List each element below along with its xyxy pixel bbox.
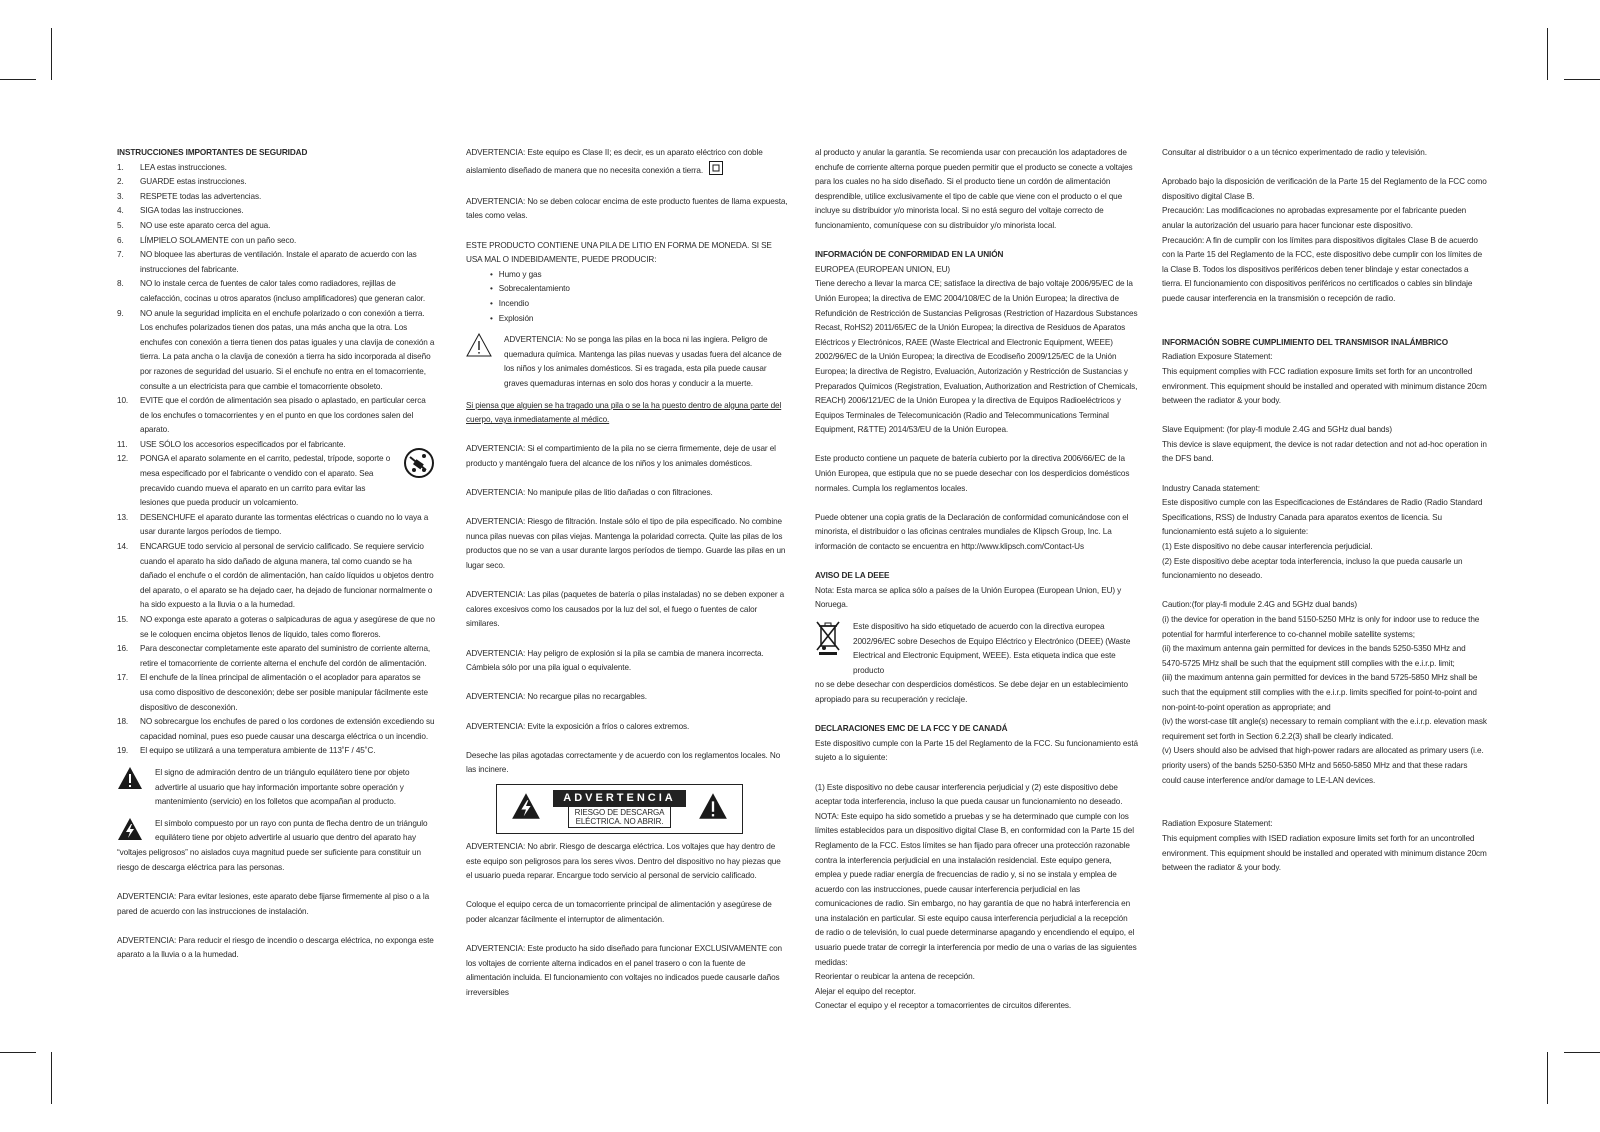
safety-item (117, 394, 435, 438)
safety-item-text: DESENCHUFE el aparato durante las tormentas eléctricas o cuando no lo vaya a usar durante largos períodos de tiempo. (140, 512, 429, 537)
safety-item-text: GUARDE estas instrucciones. (140, 177, 247, 187)
weee-note: Nota: Esta marca se aplica sólo a países de la Unión Europea (European Union, EU) y Noruega. (815, 585, 1122, 610)
caution-i: (i) the device for operation in the band 5150-5250 MHz is only for indoor use to reduce the potential for harmful interference to co-channel mobile satellite systems; (1162, 615, 1480, 639)
column-compliance (815, 146, 1138, 1014)
lightning-symbol-text-cont: “voltajes peligrosos” no aislados cuya magnitud puede ser suficiente para constituir un riesgo de descarga eléctrica para las personas. (117, 848, 421, 872)
safety-item (117, 744, 435, 759)
safety-item-text: EVITE que el cordón de alimentación sea pisado o aplastado, en particular cerca de los enchufes o tomacorrientes y en el punto en que los cordones salen del aparato. (140, 396, 426, 435)
industry-canada-1: (1) Este dispositivo no debe causar interferencia perjudicial. (1162, 542, 1373, 552)
industry-canada-2: (2) Este dispositivo debe aceptar toda interferencia, incluso la que pueda causarle un funcionamiento no deseado. (1162, 556, 1463, 581)
caution-triangle-icon (466, 333, 504, 363)
crop-mark (0, 79, 36, 80)
safety-item (117, 277, 435, 306)
coin-battery-hazards (466, 268, 788, 326)
lightning-symbol-note (117, 817, 435, 847)
column-warnings (466, 146, 788, 1000)
compartment-warning: ADVERTENCIA: Si el compartimiento de la pila no se cierra firmemente, deje de usar el producto y manténgalo fuera del alcance de los niños y los animales domésticos. (466, 444, 776, 468)
safety-item (117, 511, 435, 540)
class2-warning-text: ADVERTENCIA: Este equipo es Clase II; es decir, es un aparato eléctrico con doble aislamiento diseñado de manera que no necesita conexión a tierra. (466, 148, 763, 175)
caution-v: (v) Users should also be advised that high-power radars are allocated as primary users (i.e. priority users) of the bands 5250-5350 MHz and 5650-5850 MHz and that these radars could cause interference and/or damage to LE-LAN devices. (1162, 746, 1484, 785)
fcc-measure-3: Conectar el equipo y el receptor a tomacorrientes de circuitos diferentes. (815, 1001, 1072, 1011)
safety-item-text: NO lo instale cerca de fuentes de calor tales como radiadores, rejillas de calefacción, cocinas u otros aparatos (incluso amplificadores) que generan calor. (140, 279, 425, 303)
safety-item (117, 161, 435, 176)
lightning-triangle-icon (511, 792, 541, 826)
fcc-approved: Aprobado bajo la disposición de verificación de la Parte 15 del Reglamento de la FCC como dispositivo digital Clase B. (1162, 177, 1487, 201)
safety-item-number: 15. (117, 615, 129, 624)
safety-item-number: 16. (117, 644, 129, 654)
class2-warning (466, 146, 788, 180)
safety-item-text: El equipo se utilizará a una temperatura ambiente de 113˚F / 45˚C. (140, 746, 376, 756)
safety-item (117, 613, 435, 642)
fcc-intro: Este dispositivo cumple con la Parte 15 del Reglamento de la FCC. Su funcionamiento está sujeto a lo siguiente: (815, 738, 1138, 763)
consult-dealer: Consultar al distribuidor o a un técnico experimentado de radio y televisión. (1162, 148, 1427, 157)
hazard-item: • Humo y gas (490, 268, 788, 283)
safety-item-text: NO anule la seguridad implícita en el enchufe polarizado o con conexión a tierra. Los enchufes polarizados tienen dos patas, una más ancha que la otra. Los enchufes con conexión a tierra tienen dos patas iguales y una clavija de conexión a tierra. La pata ancha o la clavija de conexión a tierra ha sido incorporada al diseño por razones de seguridad del usuario. Si el enchufe no entra en el tomacorriente, consulte a un electricista para que cambie el tomacorriente obsoleto. (140, 308, 435, 391)
crop-mark (1547, 1052, 1548, 1104)
warning-floor-mount: ADVERTENCIA: Para evitar lesiones, este aparato debe fijarse firmemente al piso o a la pared de acuerdo con las instrucciones de instalación. (117, 892, 430, 916)
ingestion-warning-text: ADVERTENCIA: No se ponga las pilas en la boca ni las ingiera. Peligro de quemadura química. Mantenga las pilas nuevas y usadas fuera del alcance de los niños y los animales domésticos. Si es tragada, esta pila puede causar graves quemaduras internas en solo dos horas y conducir a la muerte. (504, 335, 782, 388)
safety-item (117, 671, 435, 715)
column-safety (117, 146, 435, 963)
outlet-placement: Coloque el equipo cerca de un tomacorriente principal de alimentación y asegúrese de poder alcanzar fácilmente el interruptor de alimentación. (466, 900, 772, 924)
safety-item (117, 438, 435, 453)
declaration-of-conformity: Puede obtener una copia gratis de la Declaración de conformidad comunicándose con el minorista, el distribuidor o las oficinas centrales mundiales de Klipsch Group, Inc. La información de contacto se encuentra en http://www.klipsch.com/Contact-Us (815, 512, 1129, 552)
warning-fire-moisture: ADVERTENCIA: Para reducir el riesgo de incendio o descarga eléctrica, no exponga este aparato a la lluvia o a la humedad. (117, 935, 434, 960)
exclamation-triangle-icon (698, 792, 728, 826)
slave-equipment-text: This device is slave equipment, the device is not radar detection and not ad-hoc operation in the DFS band. (1162, 439, 1487, 464)
radiation-title-ised: Radiation Exposure Statement: (1162, 819, 1273, 829)
shock-label-line1: RIESGO DE DESCARGA (574, 807, 665, 817)
dispose-batteries: Deseche las pilas agotadas correctamente y de acuerdo con los reglamentos locales. No las incinere. (466, 750, 781, 775)
safety-item-number: 8. (117, 279, 124, 289)
extreme-temp-warning: ADVERTENCIA: Evite la exposición a fríos o calores extremos. (466, 721, 690, 731)
ingestion-warning (466, 333, 788, 391)
caution-iv: (iv) the worst-case tilt angle(s) necessary to remain compliant with the e.i.r.p. elevation mask requirement set forth in Section 6.2.2(3) shall be clearly indicated. (1162, 717, 1487, 741)
safety-item-text: NO exponga este aparato a goteras o salpicaduras de agua y asegúrese de que no se le coloquen encima objetos llenos de líquido, tales como floreros. (140, 615, 435, 639)
lightning-triangle-icon (117, 817, 155, 847)
industry-canada-text: Este dispositivo cumple con las Especificaciones de Estándares de Radio (Radio Standard Specifications, RSS) de Industry Canada para aparatos exentos de licencia. Su funcionamiento está sujeto a lo siguiente: (1162, 498, 1483, 537)
shock-label-subtitle (568, 807, 672, 828)
safety-item (117, 248, 435, 277)
safety-item-number: 13. (117, 512, 129, 522)
safety-item (117, 642, 435, 671)
safety-item-number: 14. (117, 542, 129, 552)
shock-label-title: ADVERTENCIA (553, 790, 685, 807)
safety-item (117, 219, 435, 234)
crop-mark (1547, 28, 1548, 80)
leakage-warning: ADVERTENCIA: Riesgo de filtración. Instale sólo el tipo de pila especificado. No combine nunca pilas nuevas con pilas viejas. Mantenga la polaridad correcta. Quite las pilas de los productos que no se van a usar durante largos períodos de tiempo. Guarde las pilas en un lugar seco. (466, 517, 786, 571)
eu-subheading: EUROPEA (EUROPEAN UNION, EU) (815, 264, 951, 274)
safety-item (117, 190, 435, 205)
eu-directives: Tiene derecho a llevar la marca CE; satisface la directiva de bajo voltaje 2006/95/EC de la Unión Europea; la directiva de EMC 2004/108/EC de la Unión Europea; la directiva de Refundición de Restricción de Sustancias Peligrosas (Restriction of Hazardous Substances Recast, RoHS2) 2011/65/EC de la Unión Europea; la directiva de Residuos de Aparatos Eléctricos y Electrónicos, RAEE (Waste Electrical and Electronic Equipment, WEEE) 2002/96/EC de la Unión Europea; la directiva de Ecodiseño 2009/125/EC de la Unión Europea; la directiva de Registro, Evaluación, Autorización y Restricción de Sustancias y Preparados Químicos (Registration, Evaluation, Authorization and Restriction of Chemicals, REACH) 2006/121/EC de la Unión Europea y la directiva de Equipos Radioeléctricos y Equipos Terminales de Telecomunicación (Radio and Telecommunications Terminal Equipment, R&TTE) 2014/53/EU de la Unión Europea. (815, 279, 1138, 435)
fcc-measure-1: Reorientar o reubicar la antena de recepción. (815, 972, 975, 982)
safety-item-number: 17. (117, 673, 129, 683)
voltage-warning-cont: al producto y anular la garantía. Se recomienda usar con precaución los adaptadores de enchufe de corriente alterna porque pueden permitir que el producto se conecte a voltajes para los cuales no ha sido diseñado. Si el producto tiene un cordón de alimentación desprendible, utilice exclusivamente el tipo de cable que viene con el producto o el que incluye su distribuidor y/o minorista local. Si no está seguro del voltaje correcto de funcionamiento, comuníquese con su distribuidor y/o minorista local. (815, 148, 1133, 230)
safety-heading: INSTRUCCIONES IMPORTANTES DE SEGURIDAD (117, 148, 308, 157)
hazard-item: • Sobrecalentamiento (490, 282, 788, 297)
safety-item-number: 3. (117, 191, 124, 201)
damaged-battery-warning: ADVERTENCIA: No manipule pilas de litio dañadas o con filtraciones. (466, 488, 713, 498)
weee-heading: AVISO DE LA DEEE (815, 571, 890, 581)
safety-item-text: RESPETE todas las advertencias. (140, 191, 262, 201)
crop-mark (1564, 1052, 1600, 1053)
explosion-warning: ADVERTENCIA: Hay peligro de explosión si la pila se cambia de manera incorrecta. Cámbiela sólo por una pila igual o equivalente. (466, 648, 764, 673)
safety-item-number: 2. (117, 177, 124, 187)
safety-item-number: 5. (117, 220, 124, 230)
crossed-bin-icon (815, 620, 853, 678)
caution-ii: (ii) the maximum antenna gain permitted for devices in the bands 5250-5350 MHz and 5470-5725 MHz shall be such that the equipment still complies with the e.i.r.p. limit; (1162, 644, 1466, 668)
slave-equipment-title: Slave Equipment: (for play-fi module 2.4G and 5GHz dual bands) (1162, 425, 1392, 435)
safety-item-text: NO use este aparato cerca del agua. (140, 220, 271, 230)
crop-mark (0, 1052, 36, 1053)
shock-label-line2: ELÉCTRICA. NO ABRIR. (575, 816, 664, 826)
radiation-title-fcc: Radiation Exposure Statement: (1162, 352, 1273, 362)
safety-item-text: NO sobrecargue los enchufes de pared o los cordones de extensión excediendo su capacidad nominal, pues eso puede causar una descarga eléctrica o un incendio. (140, 717, 435, 741)
eu-heading: INFORMACIÓN DE CONFORMIDAD EN LA UNIÓN (815, 250, 1004, 260)
fcc-conditions: (1) Este dispositivo no debe causar interferencia perjudicial y (2) este dispositivo debe aceptar toda interferencia, incluso la que pueda causar un funcionamiento no deseado. (815, 782, 1123, 807)
weee-text-cont: no se debe desechar con desperdicios domésticos. Se debe dejar en un establecimiento apropiado para su recuperación y reciclaje. (815, 680, 1128, 704)
safety-item-text: USE SÓLO los accesorios especificados por el fabricante. (140, 439, 346, 449)
safety-item-text: ENCARGUE todo servicio al personal de servicio calificado. Se requiere servicio cuando el aparato ha sido dañado de alguna manera, tal como cuando se ha dañado el enchufe o el cordón de alimentación, han caído líquidos u objetos dentro del aparato, o el aparato se ha dejado caer, ha dejado de funcionar normalmente o ha sido expuesto a la lluvia o a la humedad. (140, 542, 434, 610)
weee-notice (815, 620, 1138, 678)
safety-item-number: 10. (117, 396, 129, 406)
safety-item (117, 175, 435, 190)
precaution-modifications: Precaución: Las modificaciones no aprobadas expresamente por el fabricante pueden anular la autorización del usuario para hacer funcionar este dispositivo. (1162, 206, 1467, 230)
safety-item-text: LÍMPIELO SOLAMENTE con un paño seco. (140, 235, 297, 245)
safety-item-number: 1. (117, 162, 124, 172)
industry-canada-title: Industry Canada statement: (1162, 483, 1260, 493)
crop-mark (51, 1052, 52, 1104)
nonrecharge-warning: ADVERTENCIA: No recargue pilas no recargables. (466, 692, 647, 702)
voltage-warning: ADVERTENCIA: Este producto ha sido diseñado para funcionar EXCLUSIVAMENTE con los voltajes de corriente alterna indicados en el panel trasero o con la fuente de alimentación incluida. El funcionamiento con voltajes no indicados puede causarle daños irreversibles (466, 944, 783, 997)
battery-pack-directive: Este producto contiene un paquete de batería cubierto por la directiva 2006/66/EC de la Unión Europea, que estipula que no se puede desechar con los desperdicios domésticos normales. Cumpla los reglamentos locales. (815, 454, 1130, 493)
safety-item-number: 6. (117, 235, 124, 245)
radiation-text-ised: This equipment complies with ISED radiation exposure limits set forth for an uncontrolled environment. This equipment should be installed and operated with minimum distance 20cm between the radiator & your body. (1162, 833, 1487, 873)
safety-item (117, 452, 435, 510)
safety-item-number: 19. (117, 746, 129, 756)
coin-battery-warning: ESTE PRODUCTO CONTIENE UNA PILA DE LITIO EN FORMA DE MONEDA. SI SE USA MAL O INDEBIDAMENTE, PUEDE PRODUCIR: (466, 240, 772, 265)
safety-item-text: El enchufe de la línea principal de alimentación o el acoplador para aparatos se usa como dispositivo de desconexión; debe ser posible manipular fácilmente este dispositivo de desconexión. (140, 673, 428, 712)
hazard-item: • Incendio (490, 297, 788, 312)
safety-item-text: SIGA todas las instrucciones. (140, 206, 244, 216)
shock-warning-label (496, 784, 743, 834)
exclamation-symbol-note (117, 766, 435, 810)
safety-item-number: 12. (117, 454, 129, 464)
safety-item (117, 715, 435, 744)
safety-item-text: LEA estas instrucciones. (140, 162, 227, 172)
fcc-heading: DECLARACIONES EMC DE LA FCC Y DE CANADÁ (815, 724, 1008, 734)
lightning-symbol-text: El símbolo compuesto por un rayo con punta de flecha dentro de un triángulo equilátero tiene por objeto advertirle al usuario que dentro del aparato hay (155, 818, 428, 843)
safety-item-text: NO bloquee las aberturas de ventilación. Instale el aparato de acuerdo con las instrucciones del fabricante. (140, 250, 417, 274)
safety-item-number: 9. (117, 308, 124, 318)
safety-item-number: 7. (117, 250, 124, 260)
fcc-measure-2: Alejar el equipo del receptor. (815, 986, 916, 996)
fcc-note: NOTA: Este equipo ha sido sometido a pruebas y se ha determinado que cumple con los límites establecidos para un dispositivo digital Clase B, en conformidad con la Parte 15 del Reglamento de la FCC. Estos límites se han fijado para ofrecer una protección razonable contra la interferencia perjudicial en una instalación residencial. Este equipo genera, emplea y puede radiar energía de frecuencias de radio y, si no se instala y emplea de acuerdo con las instrucciones, puede causar interferencia perjudicial en las comunicaciones de radio. Sin embargo, no hay garantía de que no habrá interferencia en una instalación en particular. Si este equipo causa interferencia perjudicial a la recepción de radio o de televisión, lo cual puede determinarse apagando y encendiendo el equipo, el usuario puede tratar de corregir la interferencia por medio de una o varias de las siguientes medidas: (815, 811, 1137, 967)
safety-item (117, 234, 435, 249)
swallow-warning: Si piensa que alguien se ha tragado una pila o se la ha puesto dentro de alguna parte del cuerpo, vaya inmediatamente al médico. (466, 400, 782, 425)
safety-item (117, 204, 435, 219)
safety-list (117, 161, 435, 759)
safety-item-text: Para desconectar completamente este aparato del suministro de corriente alterna, retire el tomacorriente de corriente alterna el enchufe del cordón de alimentación. (140, 644, 431, 668)
heat-warning: ADVERTENCIA: Las pilas (paquetes de batería o pilas instaladas) no se deben exponer a calores excesivos como los causados por la luz del sol, el fuego o fuentes de calor similares. (466, 590, 785, 629)
safety-item-number: 11. (117, 439, 128, 449)
safety-item-number: 18. (117, 717, 129, 727)
hazard-item: • Explosión (490, 312, 788, 327)
safety-item-text: PONGA el aparato solamente en el carrito, pedestal, trípode, soporte o mesa especificado por el fabricante o vendido con el aparato. Sea precavido cuando mueva el aparato en un carrito para evitar las lesiones que pueda producir un volcamiento. (140, 454, 391, 508)
exclamation-triangle-icon (117, 766, 155, 796)
cart-tipover-icon (404, 448, 434, 483)
double-square-icon (709, 161, 723, 181)
wireless-heading: INFORMACIÓN SOBRE CUMPLIMIENTO DEL TRANSMISOR INALÁMBRICO (1162, 337, 1449, 347)
precaution-class-b: Precaución: A fin de cumplir con los límites para dispositivos digitales Clase B de acuerdo con la Parte 15 del Reglamento de la FCC, este dispositivo debe cumplir con los límites de la Clase B. Todos los dispositivos periféricos deben tener blindaje y estar conectados a tierra. El funcionamiento con dispositivos periféricos no certificados o cables sin blindaje puede causar interferencia en la transmisión o recepción de radio. (1162, 235, 1483, 303)
flames-warning: ADVERTENCIA: No se deben colocar encima de este producto fuentes de llama expuesta, tales como velas. (466, 196, 788, 221)
weee-text: Este dispositivo ha sido etiquetado de acuerdo con la directiva europea 2002/96/EC sobre Desechos de Equipo Eléctrico y Electrónico (DEEE) (Waste Electrical and Electronic Equipment, WEEE). Esta etiqueta indica que este producto (853, 622, 1131, 675)
safety-item (117, 540, 435, 613)
crop-mark (1564, 79, 1600, 80)
do-not-open-warning: ADVERTENCIA: No abrir. Riesgo de descarga eléctrica. Los voltajes que hay dentro de este equipo son peligrosos para los seres vivos. Dentro del dispositivo no hay piezas que el usuario pueda reparar. Encargue todo servicio al personal de servicio calificado. (466, 841, 781, 881)
exclamation-symbol-text: El signo de admiración dentro de un triángulo equilátero tiene por objeto advertirle al usuario que hay información importante sobre operación y mantenimiento (servicio) en los folletos que acompañan al producto. (155, 767, 410, 807)
radiation-text-fcc: This equipment complies with FCC radiation exposure limits set forth for an uncontrolled environment. This equipment should be installed and operated with minimum distance 20cm between the radiator & your body. (1162, 366, 1487, 406)
safety-item-number: 4. (117, 206, 124, 216)
caution-iii: (iii) the maximum antenna gain permitted for devices in the band 5725-5850 MHz shall be such that the equipment still complies with the e.i.r.p. limits specified for point-to-point and non-point-to-point operation as appropriate; and (1162, 673, 1478, 712)
caution-title: Caution:(for play-fi module 2.4G and 5GHz dual bands) (1162, 600, 1357, 610)
crop-mark (51, 28, 52, 80)
column-wireless (1162, 146, 1488, 876)
safety-item (117, 307, 435, 395)
